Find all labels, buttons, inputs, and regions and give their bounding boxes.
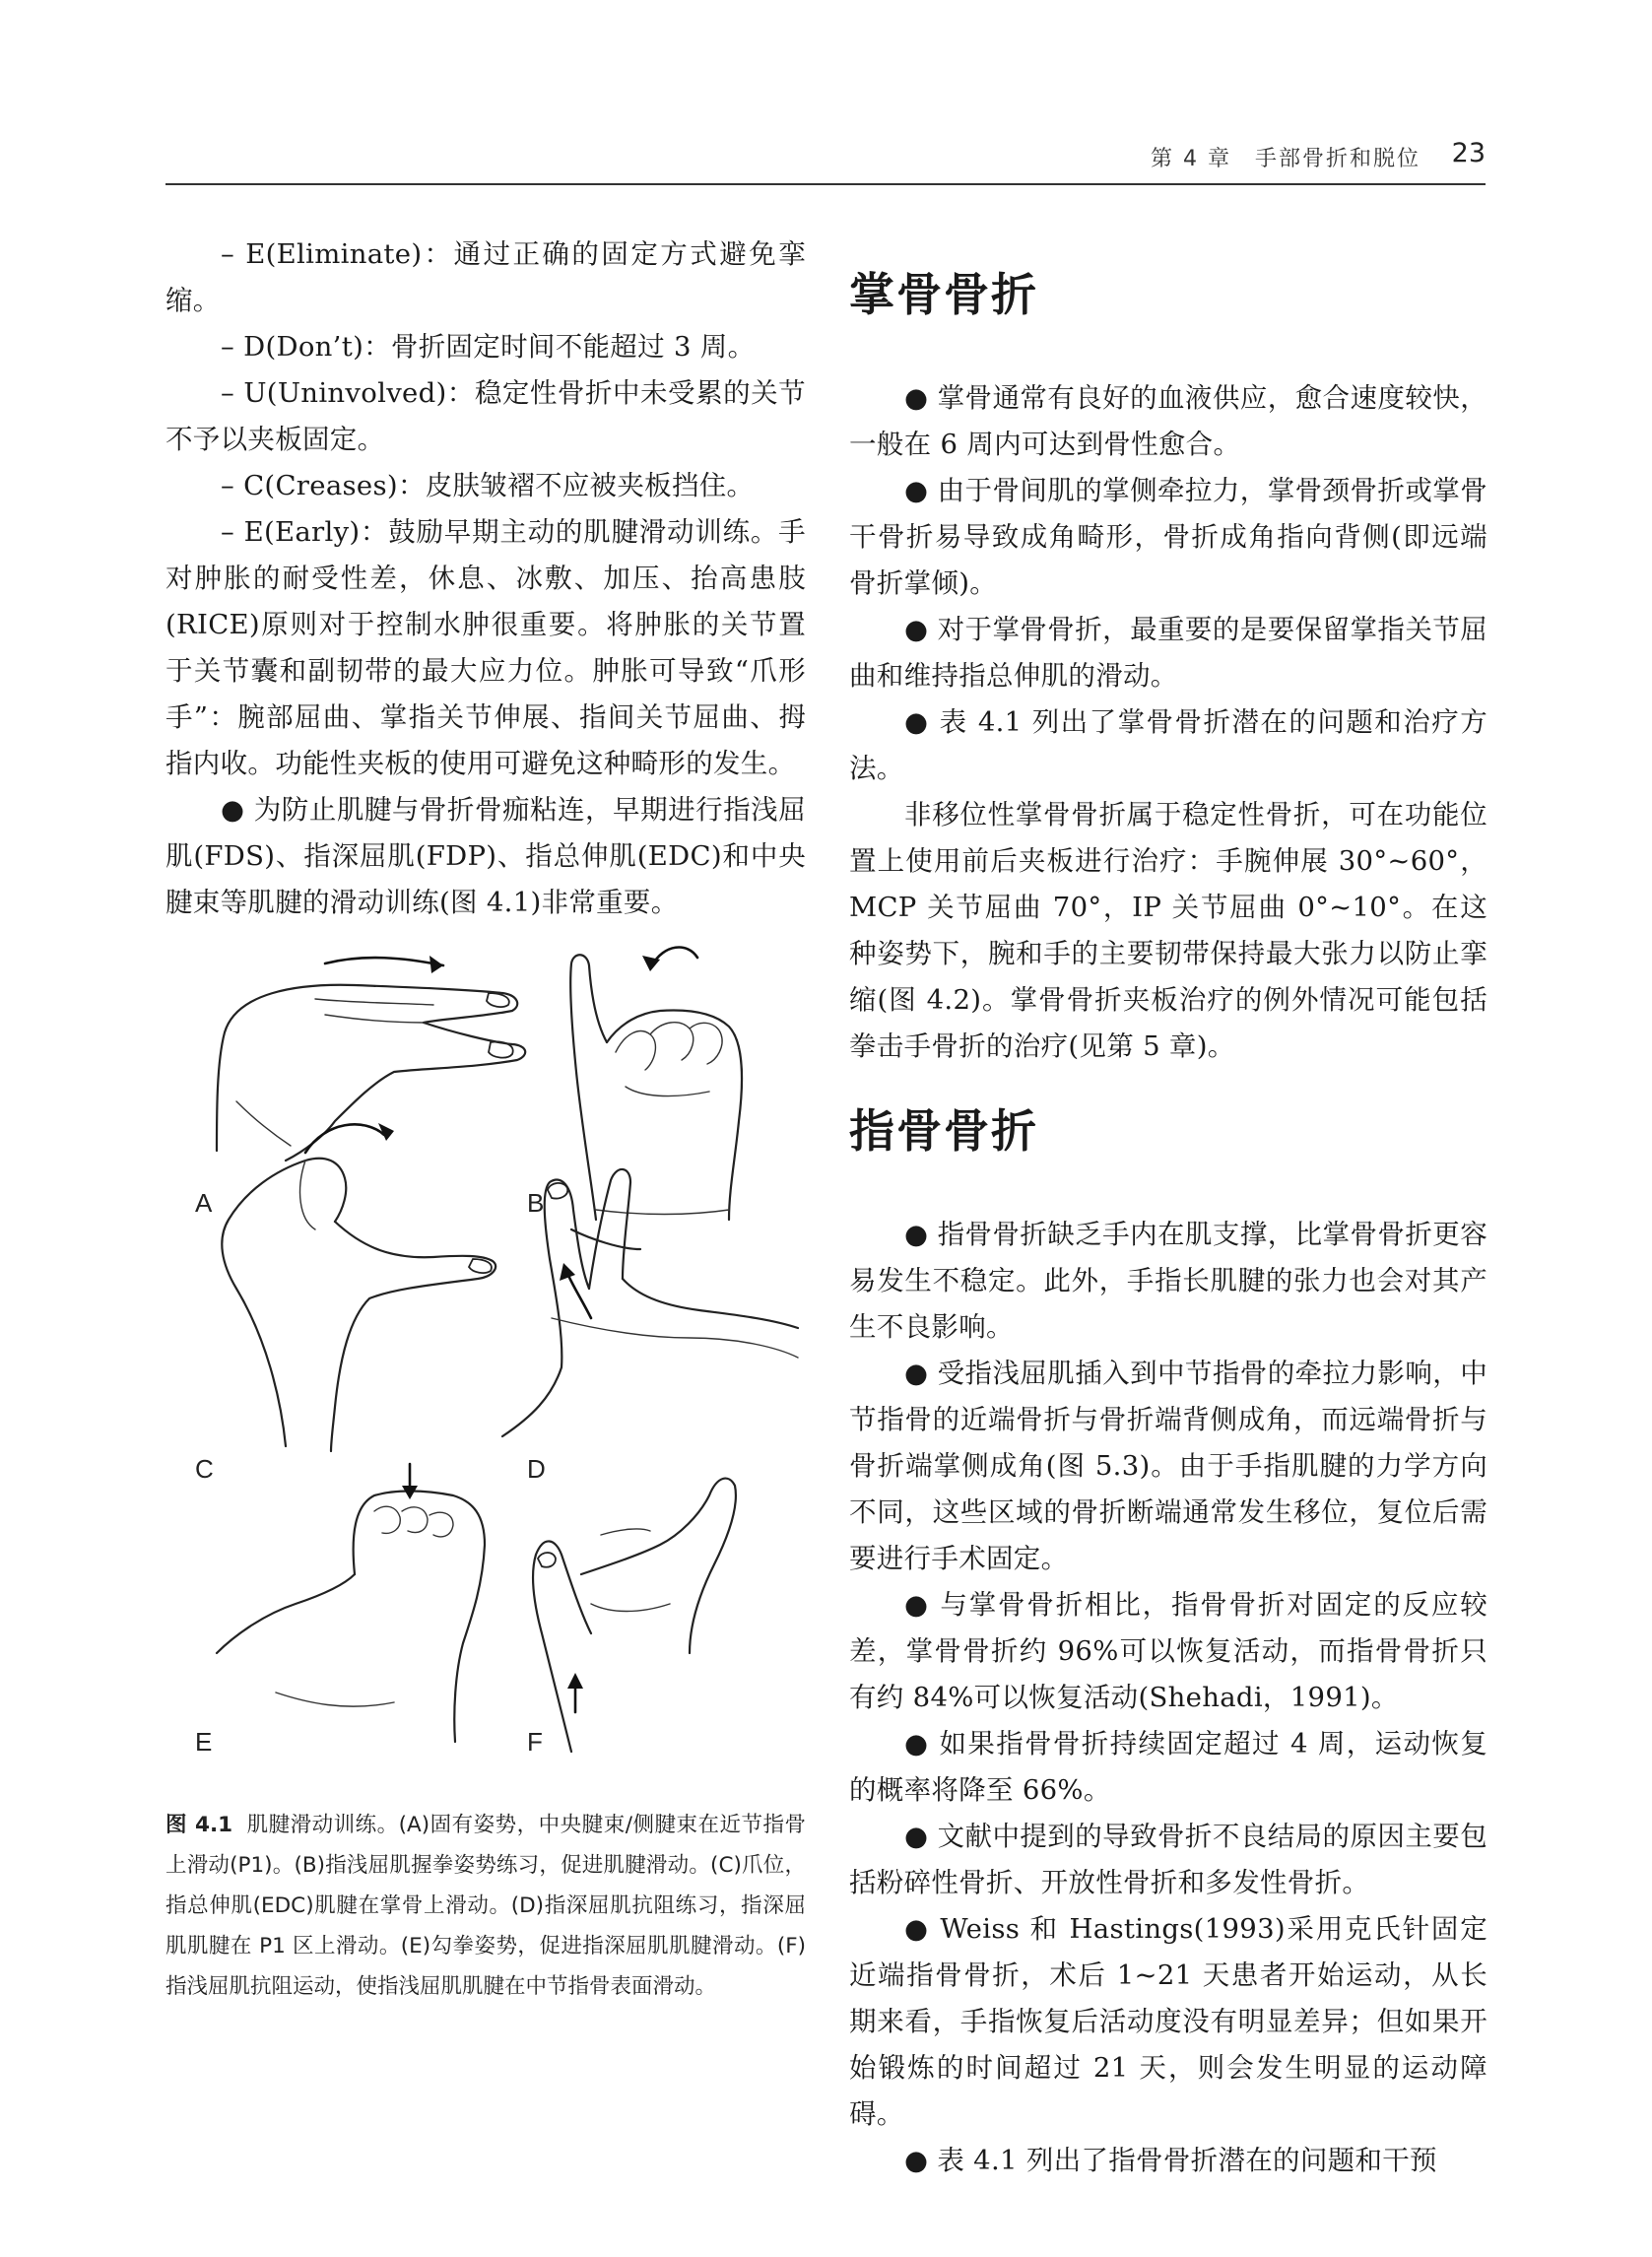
panel-label-c: C: [195, 1454, 214, 1484]
bullet-paragraph: ● 文献中提到的导致骨折不良结局的原因主要包括粉碎性骨折、开放性骨折和多发性骨折。: [849, 1821, 1487, 1898]
bullet-paragraph: ● 与掌骨骨折相比，指骨骨折对固定的反应较差，掌骨骨折约 96%可以恢复活动，而指骨骨折只有约 84%可以恢复活动(Shehadi，1991)。: [849, 1589, 1487, 1713]
tendon-gliding-illustration: [177, 924, 808, 1761]
caption-number: 图 4.1: [165, 1813, 233, 1837]
panel-label-e: E: [195, 1727, 213, 1757]
list-item: – E(Eliminate)：通过正确的固定方式避免挛缩。: [165, 238, 806, 316]
running-header: [165, 136, 1486, 185]
list-item: – E(Early)：鼓励早期主动的肌腱滑动训练。手对肿胀的耐受性差，休息、冰敷、加压、抬高患肢(RICE)原则对于控制水肿很重要。将肿胀的关节置于关节囊和副韧带的最大应力位。肿胀可导致“爪形手”：腕部屈曲、掌指关节伸展、指间关节屈曲、拇指内收。功能性夹板的使用可避免这种畸形的发生。: [165, 516, 806, 779]
panel-c-hand: [222, 1123, 496, 1451]
panel-d-hand: [502, 1169, 798, 1436]
bullet-paragraph: ● 如果指骨骨折持续固定超过 4 周，运动恢复的概率将降至 66%。: [849, 1728, 1487, 1806]
bullet-paragraph: ● 表 4.1 列出了指骨骨折潜在的问题和干预: [904, 2145, 1437, 2176]
page-number: 23: [1451, 138, 1486, 168]
bullet-paragraph: ● 表 4.1 列出了掌骨骨折潜在的问题和治疗方法。: [849, 706, 1487, 784]
list-item: – U(Uninvolved)：稳定性骨折中未受累的关节不予以夹板固定。: [165, 377, 806, 455]
right-column: [849, 232, 1487, 2184]
bullet-paragraph: ● 受指浅屈肌插入到中节指骨的牵拉力影响，中节指骨的近端骨折与骨折端背侧成角，而远端骨折与骨折端掌侧成角(图 5.3)。由于手指肌腱的力学方向不同，这些区域的骨折断端通常发生移位，复位后需要进行手术固定。: [849, 1358, 1487, 1574]
figure-4-1: [177, 924, 808, 1761]
panel-label-f: F: [527, 1727, 543, 1757]
panel-f-hand: [533, 1479, 736, 1752]
panel-label-a: A: [195, 1188, 213, 1218]
panel-a-hand: [217, 956, 525, 1161]
left-column: [165, 232, 806, 926]
panel-label-b: B: [527, 1188, 545, 1218]
panel-label-d: D: [527, 1454, 546, 1484]
section-title: 掌骨骨折: [849, 268, 1038, 321]
panel-e-hand: [217, 1464, 485, 1742]
figure-caption: [165, 1805, 806, 2007]
bullet-paragraph: ● 对于掌骨骨折，最重要的是要保留掌指关节屈曲和维持指总伸肌的滑动。: [849, 614, 1487, 692]
section-title: 指骨骨折: [849, 1104, 1038, 1158]
bullet-paragraph: ● Weiss 和 Hastings(1993)采用克氏针固定近端指骨骨折，术后 1~21 天患者开始运动，从长期来看，手指恢复后活动度没有明显差异；但如果开始锻炼的时间超过 21 天，则会发生明显的运动障碍。: [849, 1913, 1487, 2130]
bullet-paragraph: ● 掌骨通常有良好的血液供应，愈合速度较快，一般在 6 周内可达到骨性愈合。: [849, 382, 1487, 460]
panel-b-hand: [570, 948, 742, 1220]
body-paragraph: 非移位性掌骨骨折属于稳定性骨折，可在功能位置上使用前后夹板进行治疗：手腕伸展 30°~60°，MCP 关节屈曲 70°，IP 关节屈曲 0°~10°。在这种姿势下，腕和手的主要韧带保持最大张力以防止挛缩(图 4.2)。掌骨骨折夹板治疗的例外情况可能包括拳击手骨折的治疗(见第 5 章)。: [849, 799, 1487, 1062]
caption-text: 肌腱滑动训练。(A)固有姿势，中央腱束/侧腱束在近节指骨上滑动(P1)。(B)指浅屈肌握拳姿势练习，促进肌腱滑动。(C)爪位，指总伸肌(EDC)肌腱在掌骨上滑动。(D)指深屈肌抗阻练习，指深屈肌肌腱在 P1 区上滑动。(E)勾拳姿势，促进指深屈肌肌腱滑动。(F)指浅屈肌抗阻运动，使指浅屈肌肌腱在中节指骨表面滑动。: [165, 1813, 806, 1999]
bullet-paragraph: ● 由于骨间肌的掌侧牵拉力，掌骨颈骨折或掌骨干骨折易导致成角畸形，骨折成角指向背侧(即远端骨折掌倾)。: [849, 475, 1487, 599]
chapter-title: 第 4 章 手部骨折和脱位: [1151, 147, 1421, 171]
list-item: – D(Don’t)：骨折固定时间不能超过 3 周。: [221, 331, 756, 363]
bullet-paragraph: ● 指骨骨折缺乏手内在肌支撑，比掌骨骨折更容易发生不稳定。此外，手指长肌腱的张力也会对其产生不良影响。: [849, 1219, 1487, 1343]
list-item: – C(Creases)：皮肤皱褶不应被夹板挡住。: [221, 470, 755, 501]
bullet-paragraph: ● 为防止肌腱与骨折骨痂粘连，早期进行指浅屈肌(FDS)、指深屈肌(FDP)、指总伸肌(EDC)和中央腱束等肌腱的滑动训练(图 4.1)非常重要。: [165, 794, 806, 918]
